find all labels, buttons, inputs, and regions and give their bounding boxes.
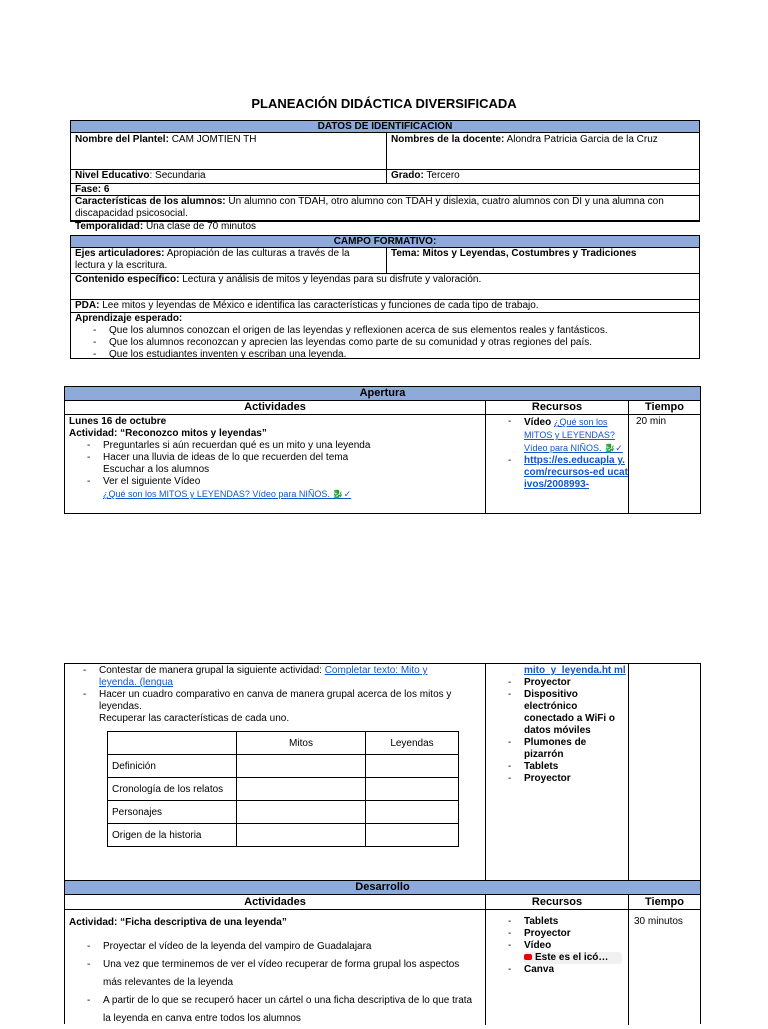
apertura-col-actividades: Actividades xyxy=(65,401,485,415)
desarrollo-header: Desarrollo xyxy=(65,881,700,895)
grado-cell xyxy=(387,170,699,183)
desarrollo-col-recursos: Recursos xyxy=(486,895,628,910)
contenido-value: Lectura y análisis de mitos y leyendas para su disfrute y valoración. xyxy=(182,274,482,285)
identification-table xyxy=(70,120,700,232)
apertura-recurso-url xyxy=(486,455,628,491)
apertura-col-recursos: Recursos xyxy=(486,401,628,415)
pda-value: Lee mitos y leyendas de México e identifica las características y funciones de cada tipo de trabajo. xyxy=(102,300,539,311)
recurso-video-label: Vídeo xyxy=(524,417,552,428)
recurso-item: - Tablets xyxy=(486,761,628,773)
youtube-chip[interactable] xyxy=(524,952,622,964)
identification-header: DATOS DE IDENTIFICACION xyxy=(71,121,699,133)
desarrollo-table xyxy=(64,880,701,1024)
aprendizaje-item: - Que los estudiantes inventen y escriban una leyenda. xyxy=(75,349,695,361)
pda-label: PDA: xyxy=(75,300,100,311)
continuation-item xyxy=(65,689,485,725)
temporalidad-cell xyxy=(71,221,699,233)
recurso-item: - Proyector xyxy=(486,677,628,689)
comparison-table xyxy=(107,731,459,847)
aprendizaje-item: - Que los alumnos reconozcan y aprecien las leyendas como parte de su comunidad y otras regiones del país. xyxy=(75,337,695,349)
comparison-cell[interactable] xyxy=(366,801,459,824)
youtube-icon xyxy=(524,954,532,960)
comparison-cell[interactable] xyxy=(366,824,459,847)
pda-cell xyxy=(71,300,699,313)
desarrollo-recurso: - Proyector xyxy=(486,928,628,940)
comparison-header-mitos: Mitos xyxy=(237,732,366,755)
comparison-row-label: Definición xyxy=(108,755,237,778)
comparison-row-label: Origen de la historia xyxy=(108,824,237,847)
desarrollo-recurso: - Canva xyxy=(486,964,628,976)
youtube-chip-label: Este es el icó… xyxy=(535,952,609,963)
plantel-label: Nombre del Plantel: xyxy=(75,134,169,145)
comparison-cell[interactable] xyxy=(366,755,459,778)
desarrollo-item: - Una vez que terminemos de ver el vídeo recuperar de forma grupal los aspectos más relevantes de la leyenda xyxy=(69,956,481,992)
apertura-video-link[interactable]: ¿Qué son los MITOS y LEYENDAS? Vídeo para NIÑOS. 🐉✓ xyxy=(103,489,352,499)
apertura-continuation-table xyxy=(64,663,701,881)
continuation-item1-text: Contestar de manera grupal la siguiente actividad: xyxy=(99,665,325,676)
comparison-row-label: Cronología de los relatos xyxy=(108,778,237,801)
desarrollo-col-tiempo: Tiempo xyxy=(629,895,700,910)
page-title: PLANEACIÓN DIDÁCTICA DIVERSIFICADA xyxy=(251,96,517,111)
recurso-item: - Plumones de pizarrón xyxy=(486,737,628,761)
aprendizaje-cell xyxy=(71,313,699,362)
desarrollo-tiempo: 30 minutos xyxy=(634,916,683,927)
desarrollo-col-actividades: Actividades xyxy=(65,895,485,910)
temporalidad-label: Temporalidad: xyxy=(75,221,144,232)
fase-cell xyxy=(71,184,699,196)
nivel-label: Nivel Educativo xyxy=(75,170,150,181)
aprendizaje-item: - Que los alumnos conozcan el origen de las leyendas y reflexionen acerca de sus elementos reales y fantásticos. xyxy=(75,325,695,337)
comparison-cell[interactable] xyxy=(237,801,366,824)
apertura-day: Lunes 16 de octubre xyxy=(69,416,167,427)
comparison-row-label: Personajes xyxy=(108,801,237,824)
nivel-value: : Secundaria xyxy=(149,170,206,181)
nivel-cell xyxy=(71,170,387,183)
contenido-label: Contenido específico: xyxy=(75,274,180,285)
apertura-header: Apertura xyxy=(65,387,700,401)
campo-header: CAMPO FORMATIVO: xyxy=(71,236,699,248)
desarrollo-item: - Proyectar el vídeo de la leyenda del vampiro de Guadalajara xyxy=(69,938,481,956)
desarrollo-actividad: Actividad: “Ficha descriptiva de una leyenda” xyxy=(69,917,287,928)
comparison-cell[interactable] xyxy=(237,778,366,801)
fase: Fase: 6 xyxy=(75,184,110,195)
apertura-item: - Preguntarles si aún recuerdan qué es un mito y una leyenda xyxy=(69,440,481,452)
caracteristicas-value: Un alumno con TDAH, otro alumno con TDAH y dislexia, cuatro alumnos con DI y una alumna con discapacidad psicosocial. xyxy=(75,196,664,219)
grado-value: Tercero xyxy=(426,170,460,181)
continuation-item2-text: Hacer un cuadro comparativo en canva de manera grupal acerca de los mitos y leyendas. xyxy=(99,689,452,712)
apertura-col-tiempo: Tiempo xyxy=(629,401,700,415)
ejes-value: Apropiación de las culturas a través de la lectura y la escritura. xyxy=(75,248,350,271)
caracteristicas-cell xyxy=(71,196,699,221)
continuation-item2-extra: Recuperar las características de cada uno. xyxy=(99,713,290,724)
aprendizaje-label: Aprendizaje esperado: xyxy=(75,313,183,324)
apertura-item: - Hacer una lluvia de ideas de lo que recuerden del tema Escuchar a los alumnos xyxy=(69,452,481,476)
comparison-cell[interactable] xyxy=(366,778,459,801)
docente-label: Nombres de la docente: xyxy=(391,134,505,145)
apertura-table xyxy=(64,386,701,514)
grado-label: Grado: xyxy=(391,170,424,181)
recurso-item: - Dispositivo electrónico conectado a WiFi o datos móviles xyxy=(486,689,628,737)
contenido-cell xyxy=(71,274,699,300)
desarrollo-recurso: - Tablets xyxy=(486,916,628,928)
desarrollo-recurso: - Vídeo xyxy=(486,940,628,952)
apertura-tiempo: 20 min xyxy=(636,416,667,427)
caracteristicas-label: Características de los alumnos: xyxy=(75,196,226,207)
recurso-mito-link[interactable]: mito_y_leyenda.ht ml xyxy=(524,665,626,676)
tema: Tema: Mitos y Leyendas, Costumbres y Tradiciones xyxy=(391,248,637,259)
comparison-cell[interactable] xyxy=(237,824,366,847)
desarrollo-item: - A partir de lo que se recuperó hacer un cártel o una ficha descriptiva de lo que trata la leyenda en canva entre todos los alumnos xyxy=(69,992,481,1028)
comparison-cell[interactable] xyxy=(237,755,366,778)
continuation-item xyxy=(65,665,485,689)
docente-value: Alondra Patricia Garcia de la Cruz xyxy=(506,134,658,145)
campo-formativo-table xyxy=(70,235,700,359)
comparison-header-leyendas: Leyendas xyxy=(366,732,459,755)
apertura-item: - Ver el siguiente Vídeo xyxy=(69,476,481,488)
recurso-video-link[interactable]: ¿Qué son los MITOS y LEYENDAS? Vídeo para NIÑOS. 🐉✓ xyxy=(524,417,623,453)
comparison-header-empty xyxy=(108,732,237,755)
docente-cell xyxy=(387,133,699,169)
apertura-actividad: Actividad: “Reconozco mitos y leyendas” xyxy=(69,428,267,439)
recurso-item: - Proyector xyxy=(486,773,628,785)
plantel-cell xyxy=(71,133,387,169)
completar-texto-link[interactable]: Completar texto: Mito y leyenda. (lengua xyxy=(99,665,428,688)
plantel-value: CAM JOMTIEN TH xyxy=(171,134,257,145)
tema-cell xyxy=(387,248,699,273)
apertura-recurso-video xyxy=(486,416,628,455)
ejes-cell xyxy=(71,248,387,273)
recurso-url-link[interactable]: https://es.educapla y.com/recursos-ed ucativos/2008993- xyxy=(524,455,628,490)
ejes-label: Ejes articuladores: xyxy=(75,248,165,259)
temporalidad-value: Una clase de 70 minutos xyxy=(145,221,257,232)
